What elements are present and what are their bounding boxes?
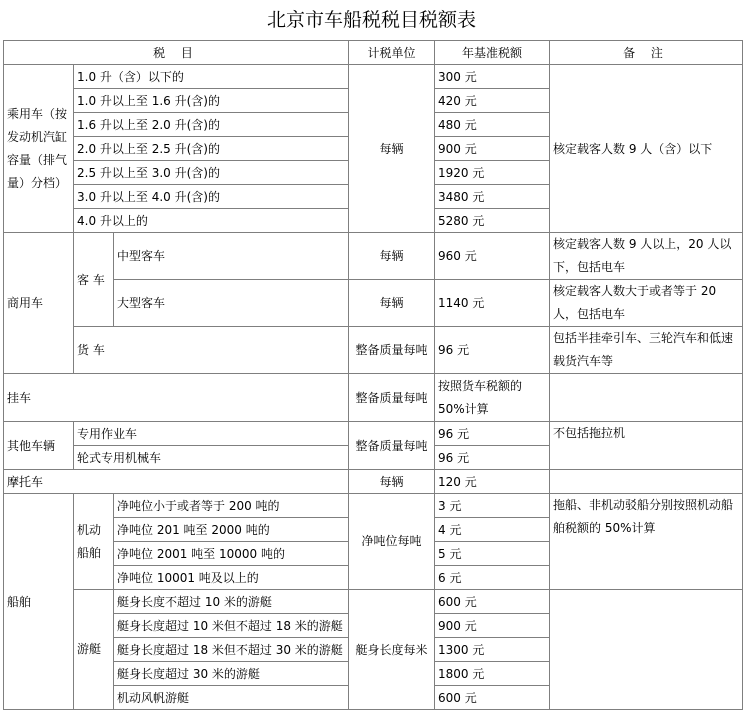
yacht-label: 游艇 <box>74 590 114 710</box>
table-row <box>4 470 743 494</box>
trailer-label: 挂车 <box>4 374 349 422</box>
motorcycle-unit: 每辆 <box>349 470 435 494</box>
passenger-amount: 900 元 <box>435 137 550 161</box>
tax-table <box>3 40 743 710</box>
passenger-label: 3.0 升以上至 4.0 升(含)的 <box>74 185 349 209</box>
motor-row-label: 净吨位 201 吨至 2000 吨的 <box>114 518 349 542</box>
motorcycle-remark <box>550 470 743 494</box>
truck-label: 货 车 <box>74 327 349 374</box>
motorcycle-amount: 120 元 <box>435 470 550 494</box>
trailer-unit: 整备质量每吨 <box>349 374 435 422</box>
table-row <box>4 374 743 422</box>
other-remark: 不包括拖拉机 <box>550 422 743 470</box>
passenger-amount: 420 元 <box>435 89 550 113</box>
passenger-unit: 每辆 <box>349 65 435 233</box>
table-row <box>4 233 743 280</box>
motor-amount: 3 元 <box>435 494 550 518</box>
passenger-amount: 3480 元 <box>435 185 550 209</box>
table-row <box>4 590 743 614</box>
bus-type: 大型客车 <box>114 280 349 327</box>
truck-unit: 整备质量每吨 <box>349 327 435 374</box>
other-amount: 96 元 <box>435 422 550 446</box>
motor-amount: 4 元 <box>435 518 550 542</box>
bus-type: 中型客车 <box>114 233 349 280</box>
header-row <box>4 41 743 65</box>
header-amount: 年基准税额 <box>435 41 550 65</box>
bus-amount: 960 元 <box>435 233 550 280</box>
passenger-amount: 300 元 <box>435 65 550 89</box>
truck-amount: 96 元 <box>435 327 550 374</box>
other-label: 专用作业车 <box>74 422 349 446</box>
passenger-amount: 1920 元 <box>435 161 550 185</box>
yacht-row-label: 艇身长度超过 10 米但不超过 18 米的游艇 <box>114 614 349 638</box>
yacht-row-label: 艇身长度超过 30 米的游艇 <box>114 662 349 686</box>
yacht-remark <box>550 590 743 710</box>
yacht-row-label: 机动风帆游艇 <box>114 686 349 710</box>
motor-unit: 净吨位每吨 <box>349 494 435 590</box>
yacht-amount: 1300 元 <box>435 638 550 662</box>
trailer-remark <box>550 374 743 422</box>
other-label: 轮式专用机械车 <box>74 446 349 470</box>
passenger-remark: 核定载客人数 9 人（含）以下 <box>550 65 743 233</box>
other-category: 其他车辆 <box>4 422 74 470</box>
truck-remark: 包括半挂牵引车、三轮汽车和低速载货汽车等 <box>550 327 743 374</box>
page-title: 北京市车船税税目税额表 <box>266 9 476 31</box>
vessel-category: 船舶 <box>4 494 74 710</box>
passenger-amount: 5280 元 <box>435 209 550 233</box>
passenger-label: 2.0 升以上至 2.5 升(含)的 <box>74 137 349 161</box>
yacht-amount: 1800 元 <box>435 662 550 686</box>
yacht-row-label: 艇身长度不超过 10 米的游艇 <box>114 590 349 614</box>
motorcycle-label: 摩托车 <box>4 470 349 494</box>
other-amount: 96 元 <box>435 446 550 470</box>
passenger-label: 4.0 升以上的 <box>74 209 349 233</box>
table-row <box>4 65 743 89</box>
motor-row-label: 净吨位 2001 吨至 10000 吨的 <box>114 542 349 566</box>
header-item: 税 目 <box>4 41 349 65</box>
table-row <box>4 327 743 374</box>
header-unit: 计税单位 <box>349 41 435 65</box>
bus-remark: 核定载客人数大于或者等于 20 人，包括电车 <box>550 280 743 327</box>
table-row <box>4 422 743 446</box>
yacht-row-label: 艇身长度超过 18 米但不超过 30 米的游艇 <box>114 638 349 662</box>
bus-amount: 1140 元 <box>435 280 550 327</box>
passenger-category: 乘用车（按发动机汽缸容量（排气量）分档） <box>4 65 74 233</box>
passenger-label: 2.5 升以上至 3.0 升(含)的 <box>74 161 349 185</box>
bus-unit: 每辆 <box>349 233 435 280</box>
header-remark: 备 注 <box>550 41 743 65</box>
table-row <box>4 494 743 518</box>
motor-amount: 5 元 <box>435 542 550 566</box>
commercial-category: 商用车 <box>4 233 74 374</box>
passenger-label: 1.0 升（含）以下的 <box>74 65 349 89</box>
yacht-unit: 艇身长度每米 <box>349 590 435 710</box>
bus-unit: 每辆 <box>349 280 435 327</box>
other-unit: 整备质量每吨 <box>349 422 435 470</box>
passenger-label: 1.6 升以上至 2.0 升(含)的 <box>74 113 349 137</box>
passenger-label: 1.0 升以上至 1.6 升(含)的 <box>74 89 349 113</box>
motor-row-label: 净吨位 10001 吨及以上的 <box>114 566 349 590</box>
motor-amount: 6 元 <box>435 566 550 590</box>
motor-row-label: 净吨位小于或者等于 200 吨的 <box>114 494 349 518</box>
yacht-amount: 900 元 <box>435 614 550 638</box>
table-row <box>4 280 743 327</box>
bus-label: 客 车 <box>74 233 114 327</box>
trailer-amount: 按照货车税额的 50%计算 <box>435 374 550 422</box>
motor-remark: 拖船、非机动驳船分别按照机动船舶税额的 50%计算 <box>550 494 743 590</box>
passenger-amount: 480 元 <box>435 113 550 137</box>
bus-remark: 核定载客人数 9 人以上，20 人以下，包括电车 <box>550 233 743 280</box>
yacht-amount: 600 元 <box>435 686 550 710</box>
yacht-amount: 600 元 <box>435 590 550 614</box>
motor-label: 机动船舶 <box>74 494 114 590</box>
